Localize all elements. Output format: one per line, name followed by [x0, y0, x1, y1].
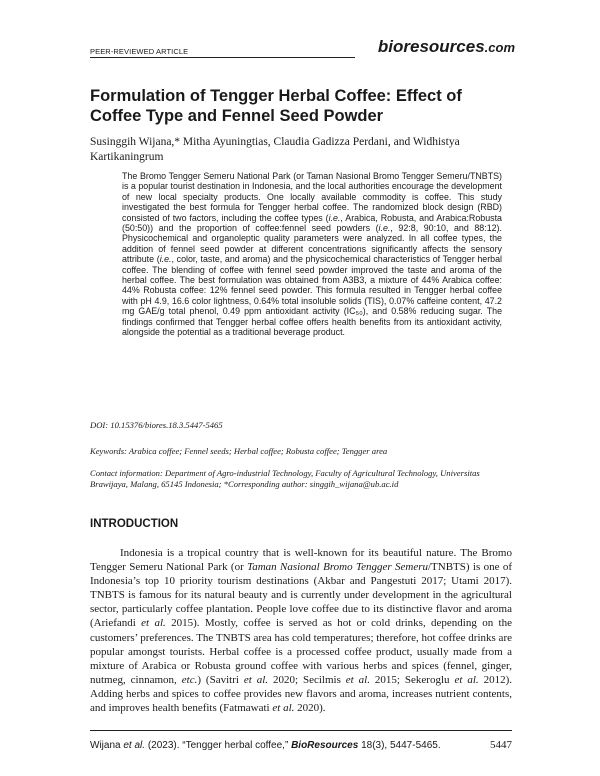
footer-cite-4: 18(3), 5447-5465. [358, 740, 441, 751]
intro-etal-2: et al. [243, 673, 269, 686]
intro-text-9: 2020; Secilmis [268, 673, 346, 686]
brand-name: bioresources [377, 37, 485, 56]
abstract-ie-3: i.e. [159, 254, 172, 265]
keywords: Keywords: Arabica coffee; Fennel seeds; Herbal coffee; Robusta coffee; Tengger area [90, 446, 388, 456]
footer-cite-3: (2023). “Tengger herbal coffee,” [145, 740, 292, 751]
footer-rule [90, 730, 512, 731]
intro-text-5: 2015). Mostly, coffee is served as hot or cold drinks, depending on the customers’ preferences. The TNBTS area has cold temperatures; therefore, hot coffee drinks are popular amongst tourists. Herbal coffee is a processed coffee product, usually made from a mixture of Arabica or Robusta ground coffee with various herbs and spices (fennel, ginger, nutmeg, cinnamon, [90, 617, 512, 686]
abstract-ie-2: i.e. [378, 223, 391, 234]
intro-text-1: Indonesia is a tropical country that is well-known for its beautiful nature. The Bromo Tengger Semeru National Park (or [90, 547, 512, 574]
introduction-paragraph [90, 546, 512, 715]
footer-cite-1: Wijana [90, 740, 124, 751]
abstract-text-2: , Arabica, Robusta, and Arabica:Robusta (50:50)) and the proportion of coffee:fennel seed powders ( [122, 212, 502, 234]
article-type-label: PEER-REVIEWED ARTICLE [90, 47, 189, 56]
abstract-text-3: , 92:8, 90:10, and 88:12). Physicochemical and organoleptic quality parameters were analyzed. In all coffee types, the addition of fennel seed powder at different concentrations significantly affects the sensory attribute ( [122, 223, 502, 265]
page-number: 5447 [490, 739, 512, 751]
contact-information: Contact information: Department of Agro-industrial Technology, Faculty of Agricultural Technology, Universitas Brawijaya, Malang, 65145 Indonesia; *Corresponding author: singgih_wijana@ub.ac.id [90, 468, 480, 489]
abstract [122, 171, 502, 338]
intro-etal-4: et al. [454, 673, 479, 686]
intro-text-3: /TNBTS) is one of Indonesia’s top 10 priority tourism destinations (Akbar and Pangestuti 2017; Utami 2017). TNBTS is famous for its natural beauty and is currently under development in the agricultural sector, particularly coffee plantation. People love coffee due to its distinctive flavor and aroma (Ariefandi [90, 561, 512, 630]
abstract-text-1: The Bromo Tengger Semeru National Park (or Taman Nasional Bromo Tengger Semeru/TNBTS) is a popular tourist destination in Indonesia, and the local authorities encourage the development of new local specialty products. One locally available commodity is coffee. This study investigated the best formula for Tengger herbal coffee. The randomized block design (RBD) consisted of two factors, including the coffee types ( [122, 171, 502, 223]
journal-brand [378, 37, 515, 57]
doi: DOI: 10.15376/biores.18.3.5447-5465 [90, 420, 223, 430]
abstract-ie-1: i.e. [328, 212, 341, 223]
running-header [90, 37, 515, 60]
article-title: Formulation of Tengger Herbal Coffee: Effect of Coffee Type and Fennel Seed Powder [90, 87, 462, 125]
intro-etal-5: et al. [272, 702, 295, 715]
intro-text-13: 2012). Adding herbs and spices to coffee provides new flavors and aroma, increases nutrient contents, and improves health benefits (Fatmawati [90, 673, 512, 715]
brand-suffix: .com [484, 40, 515, 55]
intro-etc: etc. [181, 673, 198, 686]
header-rule [90, 57, 355, 58]
section-heading-introduction: INTRODUCTION [90, 518, 179, 530]
footer-journal: BioResources [291, 740, 359, 751]
intro-text-15: 2020). [294, 702, 326, 715]
abstract-text-4: , color, taste, and aroma) and the physicochemical characteristics of Tengger herbal coffee. The blending of coffee with fennel seed powder improved the taste and aroma of the herbal coffee. The best formulation was obtained from A3B3, a mixture of 44% Arabica coffee: 44% Robusta coffee: 12% fennel seed powder. This formula resulted in Tengger herbal coffee with pH 4.9, 16.6 color lightness, 0.64% total insoluble solids (TIS), 0.07% caffeine content, 47.2 mg GAE/g total phenol, 0.49 ppm antioxidant activity (IC₅₀), and 0.58% reducing sugar. The findings confirmed that Tengger herbal coffee offers health benefits from its antioxidant activity, alongside the potential as a traditional beverage product. [122, 254, 502, 338]
intro-text-7: ) (Savitri [197, 673, 244, 686]
intro-etal-3: et al. [345, 673, 370, 686]
intro-etal-1: et al. [141, 617, 166, 630]
footer-etal: et al. [123, 740, 146, 751]
footer-citation [90, 740, 441, 751]
intro-text-11: 2015; Sekeroglu [369, 673, 455, 686]
intro-italic-park-name: Taman Nasional Bromo Tengger Semeru [247, 561, 428, 574]
author-list: Susinggih Wijana,* Mitha Ayuningtias, Claudia Gadizza Perdani, and Widhistya Kartikaningrum [90, 136, 460, 163]
